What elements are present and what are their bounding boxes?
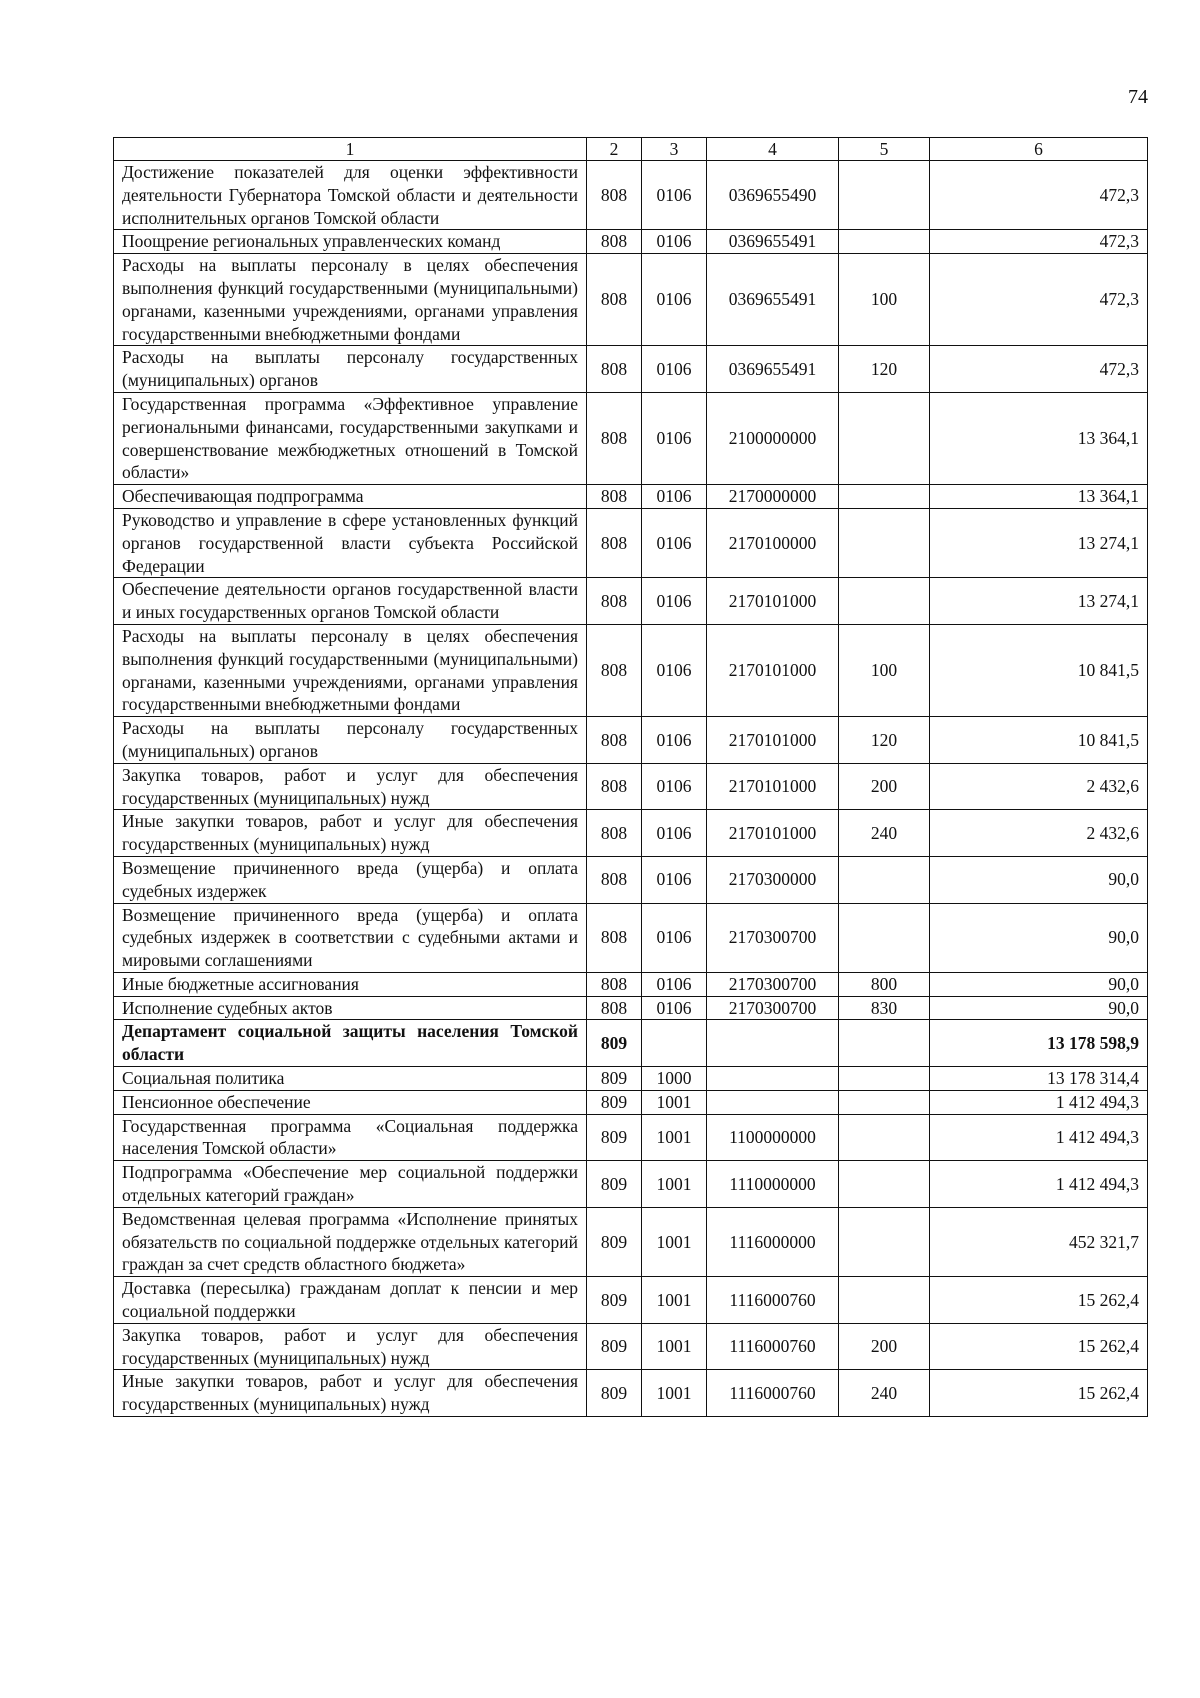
table-row	[114, 508, 1148, 577]
cell-department-code: 808	[587, 161, 642, 230]
cell-amount: 1 412 494,3	[930, 1161, 1148, 1208]
cell-article-code: 2170101000	[707, 624, 839, 716]
cell-article-code: 2170101000	[707, 717, 839, 764]
cell-amount: 15 262,4	[930, 1370, 1148, 1417]
cell-article-code: 2170100000	[707, 508, 839, 577]
column-header-department: 2	[587, 138, 642, 161]
column-header-amount: 6	[930, 138, 1148, 161]
cell-name: Ведомственная целевая программа «Исполнение принятых обязательств по социальной поддержке отдельных категорий граждан за счет средств областного бюджета»	[114, 1207, 587, 1276]
cell-expense-type	[839, 1161, 930, 1208]
cell-amount: 2 432,6	[930, 763, 1148, 810]
cell-section-code: 0106	[642, 624, 707, 716]
cell-section-code: 0106	[642, 717, 707, 764]
cell-expense-type: 830	[839, 996, 930, 1020]
cell-section-code: 1000	[642, 1067, 707, 1091]
cell-article-code: 1116000760	[707, 1277, 839, 1324]
cell-amount: 472,3	[930, 254, 1148, 346]
cell-section-code: 0106	[642, 810, 707, 857]
cell-name: Возмещение причиненного вреда (ущерба) и оплата судебных издержек	[114, 856, 587, 903]
table-row	[114, 254, 1148, 346]
table-header-row	[114, 138, 1148, 161]
cell-expense-type: 200	[839, 1323, 930, 1370]
cell-expense-type: 800	[839, 972, 930, 996]
table-row	[114, 1114, 1148, 1161]
cell-department-code: 808	[587, 508, 642, 577]
cell-expense-type: 120	[839, 717, 930, 764]
cell-amount: 13 178 314,4	[930, 1067, 1148, 1091]
cell-name: Государственная программа «Социальная поддержка населения Томской области»	[114, 1114, 587, 1161]
cell-article-code: 0369655491	[707, 254, 839, 346]
cell-department-code: 809	[587, 1114, 642, 1161]
table-row	[114, 161, 1148, 230]
cell-expense-type: 100	[839, 254, 930, 346]
cell-expense-type	[839, 508, 930, 577]
cell-amount: 90,0	[930, 856, 1148, 903]
cell-name: Расходы на выплаты персоналу в целях обеспечения выполнения функций государственными (муниципальными) органами, казенными учреждениями, органами управления государственными внебюджетными фондами	[114, 254, 587, 346]
table-row	[114, 230, 1148, 254]
cell-section-code: 1001	[642, 1370, 707, 1417]
cell-expense-type	[839, 161, 930, 230]
cell-expense-type	[839, 485, 930, 509]
cell-article-code: 1116000000	[707, 1207, 839, 1276]
cell-department-code: 808	[587, 763, 642, 810]
cell-amount: 10 841,5	[930, 624, 1148, 716]
table-row	[114, 1207, 1148, 1276]
cell-amount: 13 274,1	[930, 508, 1148, 577]
column-header-article: 4	[707, 138, 839, 161]
cell-name: Расходы на выплаты персоналу государственных (муниципальных) органов	[114, 717, 587, 764]
cell-article-code	[707, 1067, 839, 1091]
cell-name: Исполнение судебных актов	[114, 996, 587, 1020]
cell-department-code: 808	[587, 230, 642, 254]
cell-article-code: 2170101000	[707, 763, 839, 810]
cell-department-code: 809	[587, 1207, 642, 1276]
table-row	[114, 1161, 1148, 1208]
cell-expense-type	[839, 1207, 930, 1276]
cell-expense-type: 100	[839, 624, 930, 716]
cell-article-code: 2100000000	[707, 392, 839, 484]
table-row	[114, 578, 1148, 625]
cell-article-code: 2170101000	[707, 578, 839, 625]
cell-section-code: 0106	[642, 763, 707, 810]
cell-name: Расходы на выплаты персоналу в целях обеспечения выполнения функций государственными (муниципальными) органами, казенными учреждениями, органами управления государственными внебюджетными фондами	[114, 624, 587, 716]
cell-department-code: 809	[587, 1323, 642, 1370]
cell-expense-type	[839, 1090, 930, 1114]
cell-section-code: 0106	[642, 508, 707, 577]
cell-section-code: 0106	[642, 230, 707, 254]
cell-name: Иные закупки товаров, работ и услуг для обеспечения государственных (муниципальных) нужд	[114, 1370, 587, 1417]
cell-department-code: 808	[587, 996, 642, 1020]
page-number: 74	[1128, 86, 1148, 108]
table-row	[114, 1090, 1148, 1114]
cell-section-code: 0106	[642, 578, 707, 625]
cell-expense-type: 200	[839, 763, 930, 810]
cell-section-code: 0106	[642, 392, 707, 484]
cell-article-code: 0369655490	[707, 161, 839, 230]
cell-name: Закупка товаров, работ и услуг для обеспечения государственных (муниципальных) нужд	[114, 763, 587, 810]
cell-section-code: 1001	[642, 1207, 707, 1276]
cell-article-code: 1100000000	[707, 1114, 839, 1161]
cell-article-code: 0369655491	[707, 346, 839, 393]
cell-amount: 90,0	[930, 903, 1148, 972]
cell-article-code: 2170300700	[707, 903, 839, 972]
cell-expense-type	[839, 1114, 930, 1161]
cell-amount: 90,0	[930, 996, 1148, 1020]
cell-name: Руководство и управление в сфере установленных функций органов государственной власти субъекта Российской Федерации	[114, 508, 587, 577]
cell-expense-type	[839, 1067, 930, 1091]
cell-article-code: 2170000000	[707, 485, 839, 509]
cell-article-code: 2170300000	[707, 856, 839, 903]
cell-expense-type	[839, 392, 930, 484]
table-row	[114, 485, 1148, 509]
table-row	[114, 856, 1148, 903]
cell-expense-type	[839, 578, 930, 625]
cell-department-code: 809	[587, 1020, 642, 1067]
cell-section-code: 0106	[642, 996, 707, 1020]
table-row	[114, 346, 1148, 393]
cell-department-code: 809	[587, 1090, 642, 1114]
cell-department-code: 808	[587, 578, 642, 625]
cell-name: Обеспечение деятельности органов государственной власти и иных государственных органов Томской области	[114, 578, 587, 625]
cell-expense-type: 240	[839, 1370, 930, 1417]
cell-amount: 13 364,1	[930, 392, 1148, 484]
cell-amount: 10 841,5	[930, 717, 1148, 764]
table-row	[114, 810, 1148, 857]
cell-name: Иные бюджетные ассигнования	[114, 972, 587, 996]
cell-section-code: 0106	[642, 972, 707, 996]
cell-name: Подпрограмма «Обеспечение мер социальной поддержки отдельных категорий граждан»	[114, 1161, 587, 1208]
cell-amount: 2 432,6	[930, 810, 1148, 857]
cell-article-code: 1110000000	[707, 1161, 839, 1208]
table-row	[114, 1370, 1148, 1417]
cell-article-code: 2170300700	[707, 996, 839, 1020]
cell-section-code: 0106	[642, 856, 707, 903]
cell-amount: 1 412 494,3	[930, 1090, 1148, 1114]
cell-section-code: 0106	[642, 346, 707, 393]
cell-department-code: 809	[587, 1161, 642, 1208]
cell-name: Расходы на выплаты персоналу государственных (муниципальных) органов	[114, 346, 587, 393]
cell-department-code: 808	[587, 624, 642, 716]
cell-amount: 15 262,4	[930, 1323, 1148, 1370]
column-header-name: 1	[114, 138, 587, 161]
cell-department-code: 808	[587, 392, 642, 484]
cell-department-code: 809	[587, 1277, 642, 1324]
cell-expense-type: 120	[839, 346, 930, 393]
cell-expense-type	[839, 1020, 930, 1067]
table-row	[114, 763, 1148, 810]
cell-section-code	[642, 1020, 707, 1067]
table-row	[114, 624, 1148, 716]
column-header-section: 3	[642, 138, 707, 161]
table-row	[114, 996, 1148, 1020]
cell-expense-type	[839, 856, 930, 903]
cell-name: Возмещение причиненного вреда (ущерба) и оплата судебных издержек в соответствии с судебными актами и мировыми соглашениями	[114, 903, 587, 972]
cell-department-code: 808	[587, 254, 642, 346]
cell-department-code: 809	[587, 1067, 642, 1091]
cell-article-code: 1116000760	[707, 1370, 839, 1417]
cell-amount: 13 274,1	[930, 578, 1148, 625]
cell-name: Достижение показателей для оценки эффективности деятельности Губернатора Томской области и деятельности исполнительных органов Томской области	[114, 161, 587, 230]
cell-name: Государственная программа «Эффективное управление региональными финансами, государственными закупками и совершенствование межбюджетных отношений в Томской области»	[114, 392, 587, 484]
cell-department-code: 808	[587, 810, 642, 857]
cell-expense-type	[839, 230, 930, 254]
table-row	[114, 903, 1148, 972]
cell-name: Закупка товаров, работ и услуг для обеспечения государственных (муниципальных) нужд	[114, 1323, 587, 1370]
cell-amount: 452 321,7	[930, 1207, 1148, 1276]
cell-section-code: 0106	[642, 485, 707, 509]
cell-article-code: 1116000760	[707, 1323, 839, 1370]
cell-amount: 13 364,1	[930, 485, 1148, 509]
cell-amount: 472,3	[930, 230, 1148, 254]
cell-section-code: 1001	[642, 1277, 707, 1324]
cell-name: Обеспечивающая подпрограмма	[114, 485, 587, 509]
table-row	[114, 392, 1148, 484]
table-row	[114, 1020, 1148, 1067]
cell-section-code: 1001	[642, 1161, 707, 1208]
table-row	[114, 1277, 1148, 1324]
cell-department-code: 808	[587, 972, 642, 996]
cell-amount: 1 412 494,3	[930, 1114, 1148, 1161]
table-row	[114, 1323, 1148, 1370]
cell-name: Доставка (пересылка) гражданам доплат к пенсии и мер социальной поддержки	[114, 1277, 587, 1324]
cell-expense-type: 240	[839, 810, 930, 857]
cell-section-code: 1001	[642, 1114, 707, 1161]
cell-article-code: 2170300700	[707, 972, 839, 996]
budget-table	[113, 137, 1148, 1417]
cell-department-code: 808	[587, 346, 642, 393]
cell-name: Иные закупки товаров, работ и услуг для обеспечения государственных (муниципальных) нужд	[114, 810, 587, 857]
cell-amount: 13 178 598,9	[930, 1020, 1148, 1067]
cell-amount: 472,3	[930, 161, 1148, 230]
cell-article-code	[707, 1090, 839, 1114]
cell-amount: 15 262,4	[930, 1277, 1148, 1324]
cell-name: Поощрение региональных управленческих команд	[114, 230, 587, 254]
cell-expense-type	[839, 1277, 930, 1324]
cell-article-code: 2170101000	[707, 810, 839, 857]
table-row	[114, 1067, 1148, 1091]
cell-expense-type	[839, 903, 930, 972]
table-row	[114, 972, 1148, 996]
cell-article-code	[707, 1020, 839, 1067]
table-row	[114, 717, 1148, 764]
cell-name: Пенсионное обеспечение	[114, 1090, 587, 1114]
cell-article-code: 0369655491	[707, 230, 839, 254]
cell-name: Департамент социальной защиты населения Томской области	[114, 1020, 587, 1067]
cell-section-code: 0106	[642, 254, 707, 346]
cell-department-code: 809	[587, 1370, 642, 1417]
cell-department-code: 808	[587, 485, 642, 509]
cell-section-code: 0106	[642, 161, 707, 230]
column-header-expense-type: 5	[839, 138, 930, 161]
cell-department-code: 808	[587, 717, 642, 764]
cell-section-code: 1001	[642, 1323, 707, 1370]
table-body	[114, 161, 1148, 1417]
cell-amount: 472,3	[930, 346, 1148, 393]
cell-department-code: 808	[587, 856, 642, 903]
cell-department-code: 808	[587, 903, 642, 972]
cell-name: Социальная политика	[114, 1067, 587, 1091]
cell-amount: 90,0	[930, 972, 1148, 996]
cell-section-code: 0106	[642, 903, 707, 972]
cell-section-code: 1001	[642, 1090, 707, 1114]
